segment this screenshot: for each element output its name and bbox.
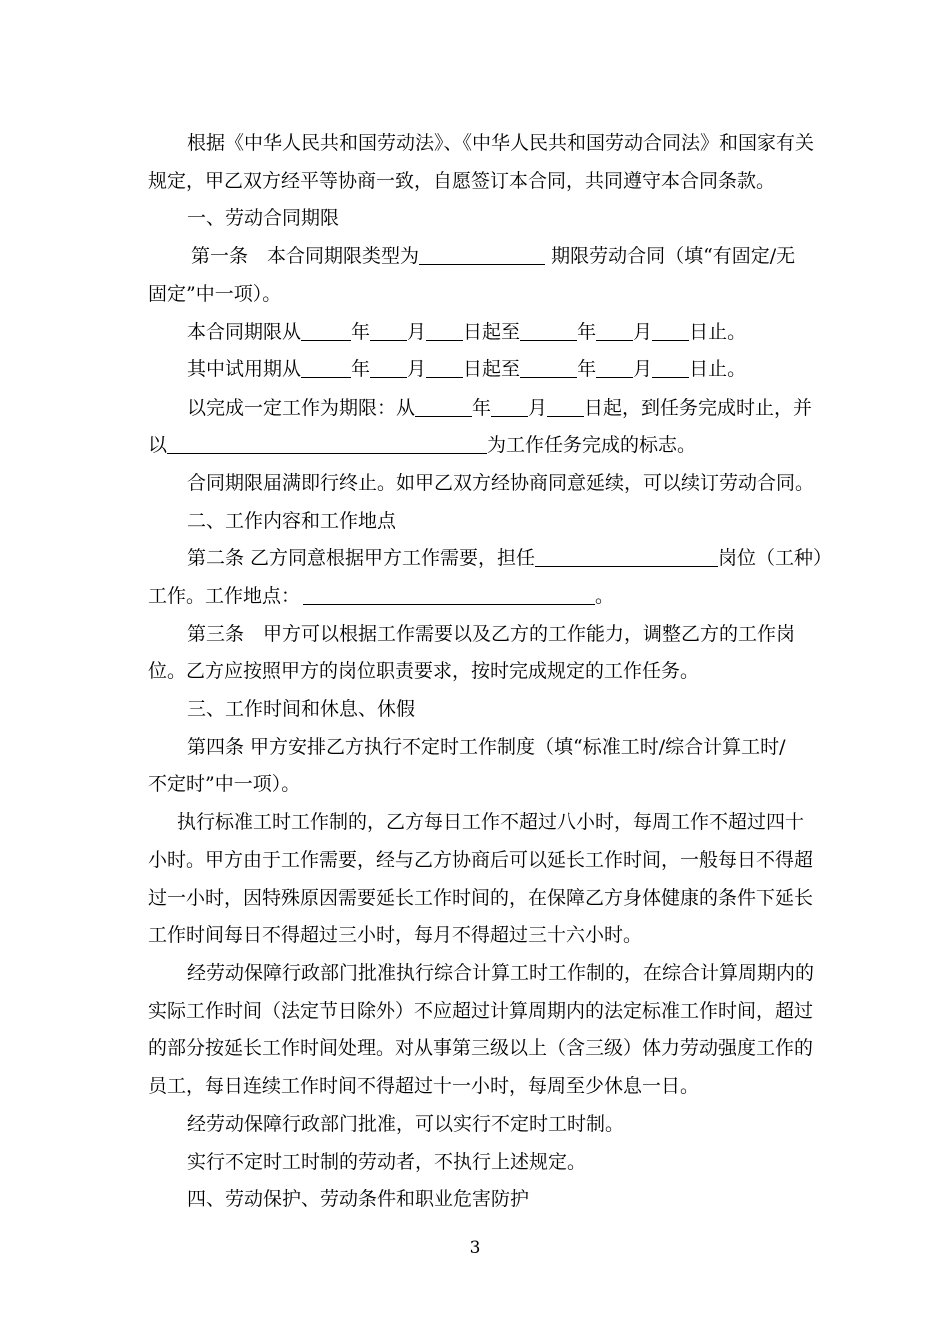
start-year-blank[interactable] <box>301 322 351 341</box>
paragraph-line: 经劳动保障行政部门批准执行综合计算工时工作制的，在综合计算周期内的 <box>187 962 815 984</box>
end-day-blank[interactable] <box>652 322 689 341</box>
label: 月 <box>633 358 653 380</box>
label: 年 <box>577 321 597 343</box>
label: 第二条 乙方同意根据甲方工作需要，担任 <box>187 547 536 569</box>
probation-start-day-blank[interactable] <box>426 359 463 378</box>
paragraph-line: 的部分按延长工作时间处理。对从事第三级以上（含三级）体力劳动强度工作的 <box>148 1037 814 1059</box>
probation-end-month-blank[interactable] <box>596 359 633 378</box>
paragraph-line: 第四条 甲方安排乙方执行不定时工作制度（填“标准工时/综合计算工时/ <box>187 736 786 758</box>
contract-period-line <box>187 320 746 344</box>
start-month-blank[interactable] <box>370 322 407 341</box>
label: 岗位（工种） <box>718 547 833 569</box>
label: 月 <box>528 397 548 419</box>
work-location-line <box>148 584 614 608</box>
label: 年 <box>351 358 371 380</box>
label: 日起，到任务完成时止，并 <box>584 397 813 419</box>
label: 。 <box>595 585 615 607</box>
label: 日起至 <box>463 358 521 380</box>
label: 年 <box>351 321 371 343</box>
label: 月 <box>407 358 427 380</box>
paragraph-line: 执行标准工时工作制的，乙方每日工作不超过八小时，每周工作不超过四十 <box>177 811 805 833</box>
paragraph-line: 根据《中华人民共和国劳动法》、《中华人民共和国劳动合同法》和国家有关 <box>187 132 815 154</box>
label: 工作。工作地点： <box>148 585 301 607</box>
probation-end-day-blank[interactable] <box>652 359 689 378</box>
label: 以完成一定工作为期限：从 <box>187 397 416 419</box>
label: 日起至 <box>463 321 521 343</box>
section-heading-3: 三、工作时间和休息、休假 <box>187 698 416 720</box>
paragraph-line: 工作时间每日不得超过三小时，每月不得超过三十六小时。 <box>148 924 643 946</box>
task-start-month-blank[interactable] <box>491 398 528 417</box>
paragraph-line: 员工，每日连续工作时间不得超过十一小时，每周至少休息一日。 <box>148 1075 700 1097</box>
task-period-line <box>187 396 812 420</box>
section-heading-4: 四、劳动保护、劳动条件和职业危害防护 <box>187 1188 530 1210</box>
work-location-blank[interactable] <box>303 586 595 605</box>
probation-start-month-blank[interactable] <box>370 359 407 378</box>
label: 其中试用期从 <box>187 358 302 380</box>
position-blank[interactable] <box>535 548 718 567</box>
task-start-day-blank[interactable] <box>547 398 584 417</box>
paragraph-line: 经劳动保障行政部门批准，可以实行不定时工时制。 <box>187 1113 625 1135</box>
paragraph-line: 位。乙方应按照甲方的岗位职责要求，按时完成规定的工作任务。 <box>148 660 700 682</box>
label: 月 <box>407 321 427 343</box>
label: 本合同期限从 <box>187 321 302 343</box>
article-2-line <box>187 546 832 570</box>
probation-end-year-blank[interactable] <box>520 359 577 378</box>
label: 日止。 <box>689 321 747 343</box>
end-year-blank[interactable] <box>520 322 577 341</box>
contract-type-blank[interactable] <box>419 246 545 265</box>
paragraph-line: 第三条 甲方可以根据工作需要以及乙方的工作能力，调整乙方的工作岗 <box>187 623 796 645</box>
label: 年 <box>472 397 492 419</box>
paragraph-line: 不定时”中一项）。 <box>148 773 301 795</box>
task-start-year-blank[interactable] <box>415 398 472 417</box>
paragraph-line: 固定”中一项）。 <box>148 283 282 305</box>
paragraph-line: 实行不定时工时制的劳动者，不执行上述规定。 <box>187 1151 587 1173</box>
article-1-text-b: 期限劳动合同（填“有固定/无 <box>551 245 796 267</box>
section-heading-1: 一、劳动合同期限 <box>187 207 340 229</box>
paragraph-line: 小时。甲方由于工作需要，经与乙方协商后可以延长工作时间，一般每日不得超 <box>148 849 814 871</box>
paragraph-line: 合同期限届满即行终止。如甲乙双方经协商同意延续，可以续订劳动合同。 <box>187 472 815 494</box>
article-1-line <box>191 244 795 268</box>
task-completion-line <box>148 433 696 457</box>
probation-start-year-blank[interactable] <box>301 359 351 378</box>
probation-period-line <box>187 357 746 381</box>
label: 日止。 <box>689 358 747 380</box>
label: 月 <box>633 321 653 343</box>
page-number: 3 <box>469 1238 481 1258</box>
end-month-blank[interactable] <box>596 322 633 341</box>
section-heading-2: 二、工作内容和工作地点 <box>187 510 397 532</box>
paragraph-line: 实际工作时间（法定节日除外）不应超过计算周期内的法定标准工作时间，超过 <box>148 1000 814 1022</box>
label: 以 <box>148 434 168 456</box>
label: 年 <box>577 358 597 380</box>
start-day-blank[interactable] <box>426 322 463 341</box>
paragraph-line: 过一小时，因特殊原因需要延长工作时间的，在保障乙方身体健康的条件下延长 <box>148 887 814 909</box>
paragraph-line: 规定，甲乙双方经平等协商一致，自愿签订本合同，共同遵守本合同条款。 <box>148 170 776 192</box>
label: 为工作任务完成的标志。 <box>487 434 697 456</box>
task-completion-blank[interactable] <box>167 435 487 454</box>
article-1-text-a: 第一条 本合同期限类型为 <box>191 245 420 267</box>
